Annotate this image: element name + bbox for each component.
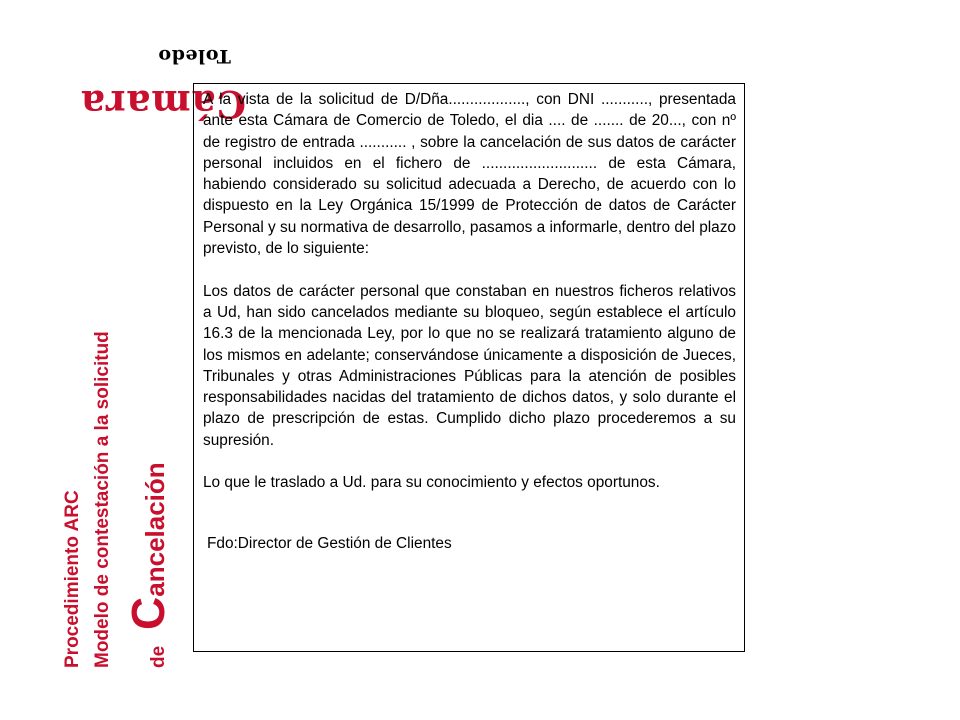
logo-wordmark: Cámara	[80, 82, 247, 126]
letter-box	[193, 83, 745, 652]
title-model: Modelo de contestación a la solicitud	[92, 331, 113, 668]
title-cancellation	[118, 108, 178, 668]
letter-paragraph-3: Lo que le traslado a Ud. para su conocimiento y efectos oportunos.	[203, 474, 660, 492]
title-procedure: Procedimiento ARC	[62, 490, 83, 668]
logo-subtitle: Toledo	[158, 45, 231, 67]
title-rest: ancelación	[140, 462, 170, 597]
vertical-title	[58, 108, 178, 668]
letter-paragraph-1: A la vista de la solicitud de D/Dña.................., con DNI ..........., presentada ante esta Cámara de Comercio de Toledo, el dia .... de ....... de 20..., con nº de registro de entrada ........... , sobre la cancelación de sus datos de carácter personal incluidos en el fichero de ........................... de esta Cámara, habiendo considerado su solicitud adecuada a Derecho, de acuerdo con lo dispuesto en la Ley Orgánica 15/1999 de Protección de datos de Carácter Personal y su normativa de desarrollo, pasamos a informarle, dentro del plazo previsto, de lo siguiente:	[203, 91, 736, 258]
title-initial: C	[122, 596, 174, 630]
letter-signature: Fdo:Director de Gestión de Clientes	[207, 534, 452, 552]
title-prefix: de	[148, 645, 169, 668]
chamber-logo	[40, 22, 250, 126]
letter-paragraph-2: Los datos de carácter personal que constaban en nuestros ficheros relativos a Ud, han sido cancelados mediante su bloqueo, según establece el artículo 16.3 de la mencionada Ley, por lo que no se realizará tratamiento alguno de los mismos en adelante; conservándose únicamente a disposición de Jueces, Tribunales y otras Administraciones Públicas para la atención de posibles responsabilidades nacidas del tratamiento de dichos datos, y solo durante el plazo de prescripción de estas. Cumplido dicho plazo procederemos a su supresión.	[203, 282, 736, 449]
